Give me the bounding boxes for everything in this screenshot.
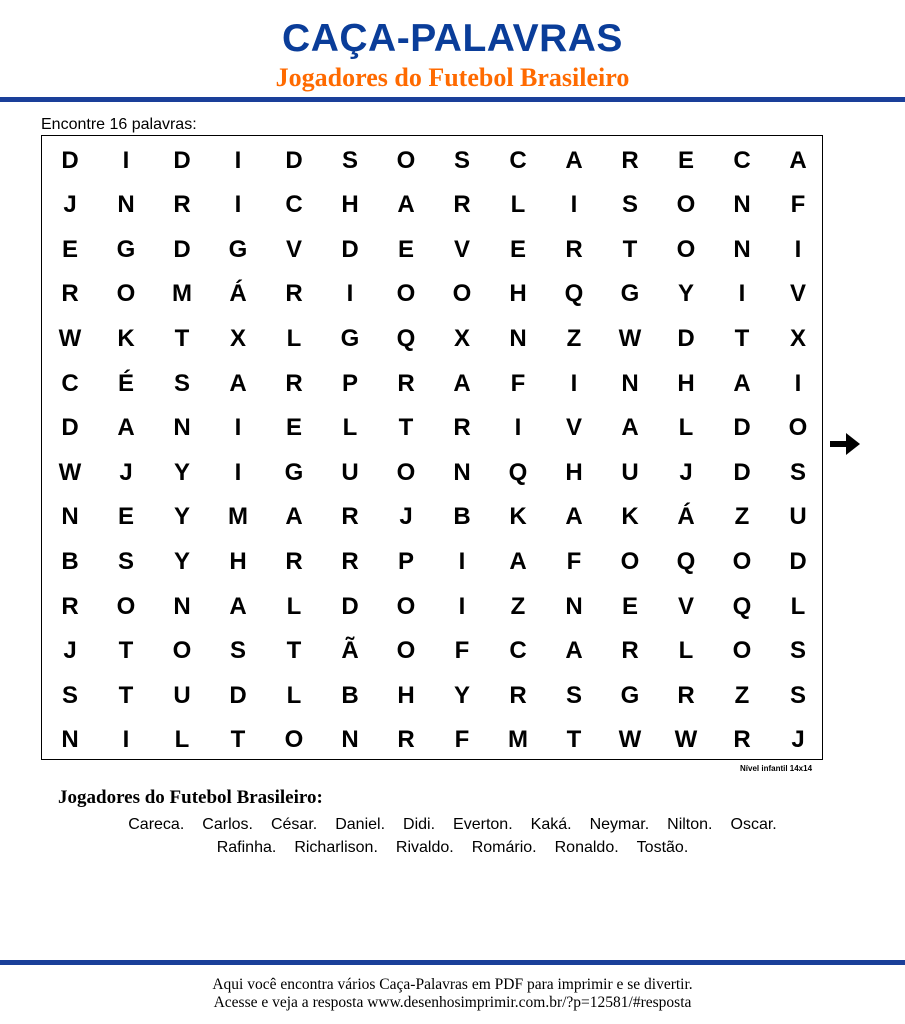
grid-letter[interactable]: A (565, 146, 583, 174)
grid-letter[interactable]: W (618, 324, 642, 352)
grid-letter[interactable]: Z (510, 592, 526, 620)
word-list-item: Nilton. (667, 816, 713, 833)
grid-letter[interactable]: Y (453, 681, 470, 709)
grid-letter[interactable]: S (789, 637, 806, 665)
page-subtitle: Jogadores do Futebol Brasileiro (275, 63, 630, 92)
grid-letter[interactable]: W (58, 324, 82, 352)
grid-letter[interactable]: V (565, 414, 582, 442)
grid-letter[interactable]: I (234, 191, 242, 219)
grid-letter[interactable]: O (396, 146, 416, 174)
grid-letter[interactable]: R (61, 592, 79, 620)
grid-letter[interactable]: T (286, 637, 302, 665)
grid-letter[interactable]: L (286, 681, 302, 709)
grid-letter[interactable]: O (116, 592, 136, 620)
grid-letter[interactable]: A (509, 547, 527, 575)
grid-letter[interactable]: O (676, 191, 696, 219)
grid-letter[interactable]: U (173, 681, 191, 709)
arrow-right-icon[interactable] (828, 430, 862, 458)
grid-letter[interactable]: Q (676, 547, 696, 575)
grid-letter[interactable]: N (61, 503, 79, 531)
grid-letter[interactable]: R (341, 503, 359, 531)
grid-letter[interactable]: C (509, 637, 527, 665)
grid-letter[interactable]: R (621, 637, 639, 665)
word-list-item: Daniel. (335, 816, 386, 833)
grid-letter[interactable]: L (342, 414, 358, 442)
bottom-divider (0, 960, 905, 965)
grid-letter[interactable]: O (788, 414, 808, 442)
grid-letter[interactable]: W (674, 726, 698, 754)
grid-letter[interactable]: D (229, 681, 247, 709)
grid-letter[interactable]: E (621, 592, 638, 620)
grid-letter[interactable]: I (738, 280, 746, 308)
word-list-item: Rivaldo. (395, 839, 454, 856)
footer-text: Aqui você encontra vários Caça-Palavras em PDF para imprimir e se divertir. (212, 976, 693, 993)
grid-letter[interactable]: V (789, 280, 806, 308)
grid-letter[interactable]: I (122, 726, 130, 754)
grid-letter[interactable]: G (228, 235, 248, 263)
grid-letter[interactable]: O (620, 547, 640, 575)
grid-letter[interactable]: O (396, 637, 416, 665)
grid-letter[interactable]: D (173, 146, 191, 174)
grid-letter[interactable]: G (620, 681, 640, 709)
grid-letter[interactable]: N (453, 458, 471, 486)
level-label: Nível infantil 14x14 (740, 764, 813, 773)
grid-letter[interactable]: M (228, 503, 248, 531)
grid-letter[interactable]: G (284, 458, 304, 486)
grid-letter[interactable]: J (679, 458, 693, 486)
grid-letter[interactable]: U (621, 458, 639, 486)
grid-letter[interactable]: N (173, 592, 191, 620)
grid-letter[interactable]: E (397, 235, 414, 263)
grid-letter[interactable]: R (509, 681, 527, 709)
grid-letter[interactable]: A (397, 191, 415, 219)
grid-letter[interactable]: O (732, 547, 752, 575)
grid-letter[interactable]: J (119, 458, 133, 486)
grid-letter[interactable]: D (733, 414, 751, 442)
grid-letter[interactable]: V (453, 235, 470, 263)
grid-letter[interactable]: Q (564, 280, 584, 308)
grid-letter[interactable]: L (790, 592, 806, 620)
grid-letter[interactable]: A (789, 146, 807, 174)
grid-letter[interactable]: C (733, 146, 751, 174)
grid-letter[interactable]: L (174, 726, 190, 754)
grid-letter[interactable]: J (63, 191, 77, 219)
top-divider (0, 97, 905, 102)
grid-letter[interactable]: I (794, 235, 802, 263)
grid-letter[interactable]: B (61, 547, 79, 575)
grid-letter[interactable]: Y (173, 503, 190, 531)
grid-letter[interactable]: R (285, 547, 303, 575)
grid-letter[interactable]: D (341, 235, 359, 263)
word-list-item: Everton. (453, 816, 513, 833)
grid-letter[interactable]: O (676, 235, 696, 263)
grid-letter[interactable]: Y (173, 458, 190, 486)
grid-letter[interactable]: O (396, 592, 416, 620)
grid-letter[interactable]: P (397, 547, 414, 575)
grid-letter[interactable]: D (285, 146, 303, 174)
grid-letter[interactable]: F (790, 191, 806, 219)
word-list-item: Kaká. (530, 816, 572, 833)
grid-letter[interactable]: I (234, 414, 242, 442)
grid-letter[interactable]: I (458, 592, 466, 620)
word-list-item: Richarlison. (294, 839, 378, 856)
grid-letter[interactable]: F (566, 547, 582, 575)
grid-letter[interactable]: S (61, 681, 78, 709)
grid-letter[interactable]: F (454, 726, 470, 754)
grid-letter[interactable]: K (621, 503, 639, 531)
grid-letter[interactable]: R (285, 369, 303, 397)
grid-letter[interactable]: N (173, 414, 191, 442)
grid-letter[interactable]: M (172, 280, 192, 308)
grid-letter[interactable]: D (173, 235, 191, 263)
grid-letter[interactable]: R (565, 235, 583, 263)
word-list-item: Oscar. (730, 816, 777, 833)
grid-letter[interactable]: S (565, 681, 582, 709)
grid-letter[interactable]: B (453, 503, 471, 531)
grid-letter[interactable]: E (509, 235, 526, 263)
grid-letter[interactable]: O (452, 280, 472, 308)
grid-letter[interactable]: H (565, 458, 583, 486)
grid-letter[interactable]: K (509, 503, 527, 531)
grid-letter[interactable]: A (565, 637, 583, 665)
grid-letter[interactable]: E (61, 235, 78, 263)
grid-letter[interactable]: W (618, 726, 642, 754)
grid-letter[interactable]: F (454, 637, 470, 665)
grid-letter[interactable]: V (285, 235, 302, 263)
grid-letter[interactable]: N (565, 592, 583, 620)
word-search-grid (41, 135, 823, 760)
grid-letter[interactable]: R (341, 547, 359, 575)
grid-letter[interactable]: C (61, 369, 79, 397)
grid-letter[interactable]: H (509, 280, 527, 308)
grid-letter[interactable]: L (678, 637, 694, 665)
grid-letter[interactable]: N (733, 235, 751, 263)
grid-letter[interactable]: E (285, 414, 302, 442)
grid-letter[interactable]: L (286, 592, 302, 620)
footer-link-text[interactable]: Acesse e veja a resposta www.desenhosimprimir.com.br/?p=12581/#resposta (213, 994, 692, 1011)
grid-letter[interactable]: D (61, 146, 79, 174)
grid-letter[interactable]: T (622, 235, 638, 263)
grid-letter[interactable]: Q (396, 324, 416, 352)
grid-letter[interactable]: I (458, 547, 466, 575)
word-list-heading: Jogadores do Futebol Brasileiro: (58, 787, 323, 808)
grid-letter[interactable]: G (620, 280, 640, 308)
grid-letter[interactable]: A (621, 414, 639, 442)
grid-letter[interactable]: O (116, 280, 136, 308)
grid-letter[interactable]: N (509, 324, 527, 352)
grid-letter[interactable]: L (678, 414, 694, 442)
grid-letter[interactable]: R (397, 726, 415, 754)
grid-letter[interactable]: T (118, 681, 134, 709)
grid-letter[interactable]: Y (677, 280, 694, 308)
grid-letter[interactable]: Ã (341, 637, 359, 665)
grid-letter[interactable]: R (397, 369, 415, 397)
grid-letter[interactable]: S (173, 369, 190, 397)
grid-letter[interactable]: A (117, 414, 135, 442)
grid-letter[interactable]: M (508, 726, 528, 754)
grid-letter[interactable]: A (453, 369, 471, 397)
grid-letter[interactable]: S (789, 458, 806, 486)
grid-letter[interactable]: R (61, 280, 79, 308)
grid-letter[interactable]: A (565, 503, 583, 531)
grid-letter[interactable]: I (234, 458, 242, 486)
grid-letter[interactable]: T (398, 414, 414, 442)
word-list-item: Neymar. (589, 816, 650, 833)
grid-letter[interactable]: A (229, 369, 247, 397)
grid-letter[interactable]: O (396, 458, 416, 486)
grid-letter[interactable]: G (340, 324, 360, 352)
grid-letter[interactable]: I (234, 146, 242, 174)
grid-letter[interactable]: W (58, 458, 82, 486)
grid-letter[interactable]: H (677, 369, 695, 397)
grid-letter[interactable]: S (621, 191, 638, 219)
word-list-item: Romário. (471, 839, 537, 856)
grid-letter[interactable]: R (285, 280, 303, 308)
grid-letter[interactable]: X (229, 324, 246, 352)
grid-letter[interactable]: Q (508, 458, 528, 486)
grid-letter[interactable]: B (341, 681, 359, 709)
grid-letter[interactable]: H (397, 681, 415, 709)
grid-letter[interactable]: I (122, 146, 130, 174)
word-list-item: Ronaldo. (554, 839, 619, 856)
grid-letter[interactable]: H (229, 547, 247, 575)
grid-letter[interactable]: D (677, 324, 695, 352)
grid-letter[interactable]: R (621, 146, 639, 174)
grid-letter[interactable]: É (117, 369, 134, 397)
grid-letter[interactable]: T (734, 324, 750, 352)
grid-letter[interactable]: I (346, 280, 354, 308)
word-list-row-1 (0, 815, 905, 835)
grid-letter[interactable]: C (509, 146, 527, 174)
grid-letter[interactable]: E (117, 503, 134, 531)
grid-letter[interactable]: O (284, 726, 304, 754)
grid-letter[interactable]: K (117, 324, 135, 352)
grid-letter[interactable]: D (789, 547, 807, 575)
grid-letter[interactable]: U (789, 503, 807, 531)
grid-letter[interactable]: O (732, 637, 752, 665)
grid-letter[interactable]: T (230, 726, 246, 754)
grid-letter[interactable]: S (229, 637, 246, 665)
grid-letter[interactable]: A (733, 369, 751, 397)
grid-letter[interactable]: G (116, 235, 136, 263)
grid-letter[interactable]: D (61, 414, 79, 442)
grid-letter[interactable]: Á (677, 503, 695, 531)
grid-letter[interactable]: Q (732, 592, 752, 620)
grid-letter[interactable]: X (789, 324, 806, 352)
grid-letter[interactable]: I (570, 369, 578, 397)
grid-letter[interactable]: V (677, 592, 694, 620)
grid-letter[interactable]: R (733, 726, 751, 754)
grid-letter[interactable]: J (791, 726, 805, 754)
word-list-item: Rafinha. (216, 839, 277, 856)
grid-letter[interactable]: Z (734, 681, 750, 709)
page-title: CAÇA-PALAVRAS (282, 17, 623, 60)
grid-letter[interactable]: S (341, 146, 358, 174)
grid-letter[interactable]: H (341, 191, 359, 219)
grid-letter[interactable]: Á (229, 280, 247, 308)
grid-letter[interactable]: S (789, 681, 806, 709)
instructions: Encontre 16 palavras: (41, 116, 197, 133)
grid-letter[interactable]: Z (566, 324, 582, 352)
grid-letter[interactable]: E (677, 146, 694, 174)
grid-letter[interactable]: D (341, 592, 359, 620)
grid-letter[interactable]: S (453, 146, 470, 174)
grid-letter[interactable]: R (677, 681, 695, 709)
grid-letter[interactable]: D (733, 458, 751, 486)
grid-letter[interactable]: R (453, 191, 471, 219)
grid-letter[interactable]: X (453, 324, 470, 352)
grid-letter[interactable]: O (396, 280, 416, 308)
grid-letter[interactable]: I (794, 369, 802, 397)
grid-letter[interactable]: N (341, 726, 359, 754)
grid-letter[interactable]: S (117, 547, 134, 575)
grid-letter[interactable]: U (341, 458, 359, 486)
grid-letter[interactable]: A (285, 503, 303, 531)
grid-letter[interactable]: P (341, 369, 358, 397)
grid-letter[interactable]: J (399, 503, 413, 531)
word-list-item: Didi. (403, 816, 436, 833)
grid-letter[interactable]: T (174, 324, 190, 352)
word-list-row-2 (0, 838, 905, 858)
grid-letter[interactable]: T (566, 726, 582, 754)
word-list-item: Tostão. (636, 839, 689, 856)
grid-letter[interactable]: N (61, 726, 79, 754)
grid-letter[interactable]: O (172, 637, 192, 665)
grid-letter[interactable]: J (63, 637, 77, 665)
grid-letter[interactable]: N (733, 191, 751, 219)
grid-letter[interactable]: A (229, 592, 247, 620)
word-list-item: Careca. (128, 816, 185, 833)
word-list-item: César. (270, 816, 318, 833)
grid-letter[interactable]: C (285, 191, 303, 219)
grid-letter[interactable]: N (621, 369, 639, 397)
grid-letter[interactable]: T (118, 637, 134, 665)
grid-letter[interactable]: L (510, 191, 526, 219)
grid-letter[interactable]: R (453, 414, 471, 442)
word-list-item: Carlos. (202, 816, 253, 833)
grid-letter[interactable]: Z (734, 503, 750, 531)
grid-letter[interactable]: L (286, 324, 302, 352)
grid-letter[interactable]: I (514, 414, 522, 442)
grid-letter[interactable]: I (570, 191, 578, 219)
grid-letter[interactable]: F (510, 369, 526, 397)
grid-letter[interactable]: N (117, 191, 135, 219)
grid-letter[interactable]: Y (173, 547, 190, 575)
grid-letter[interactable]: R (173, 191, 191, 219)
